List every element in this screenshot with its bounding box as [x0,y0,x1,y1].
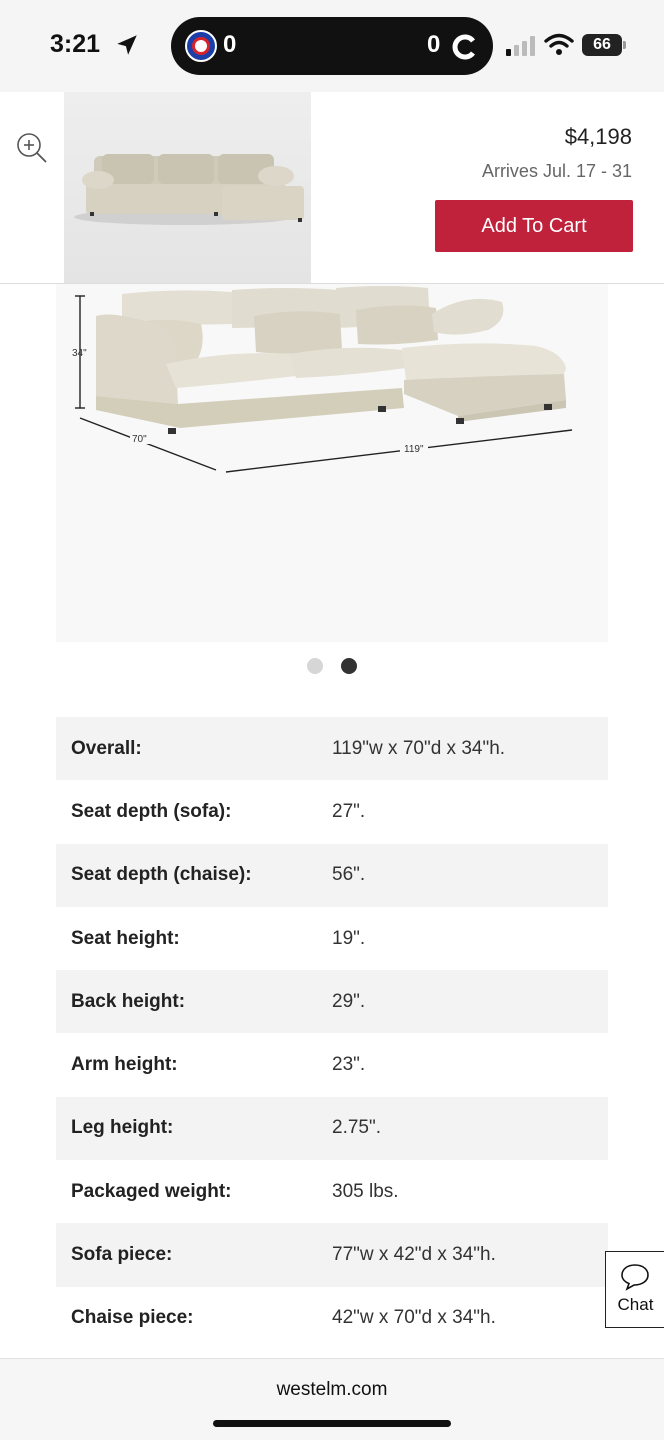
spec-value: 2.75". [332,1117,382,1139]
table-row [56,844,608,907]
score-right: 0 [427,31,441,58]
battery-icon [582,34,626,56]
dimension-depth-label: 70" [132,434,147,445]
dynamic-island-live-activity[interactable] [171,17,493,75]
carousel-dot-1[interactable] [307,658,323,674]
dimension-height-label: 34" [72,348,87,359]
table-row [56,780,608,843]
spec-value: 77"w x 42"d x 34"h. [332,1244,496,1266]
spec-label: Chaise piece: [71,1307,194,1329]
spec-value: 42"w x 70"d x 34"h. [332,1307,496,1329]
spec-label: Overall: [71,737,142,759]
wifi-icon [544,33,574,55]
dimension-width-label: 119" [404,444,424,455]
product-thumbnail[interactable] [64,92,311,283]
spec-label: Sofa piece: [71,1244,173,1266]
zoom-in-icon[interactable] [14,130,48,164]
sectional-sofa-thumbnail-image [64,92,311,283]
spec-label: Seat depth (sofa): [71,800,232,822]
spec-value: 27". [332,800,366,822]
spec-value: 56". [332,864,366,886]
reds-logo-icon [451,34,479,60]
home-indicator[interactable] [213,1420,451,1427]
spec-value: 305 lbs. [332,1180,399,1202]
carousel-pagination [0,658,664,676]
table-row [56,970,608,1033]
spec-label: Packaged weight: [71,1180,232,1202]
spec-label: Seat height: [71,927,180,949]
table-row [56,907,608,970]
status-time: 3:21 [50,30,101,58]
cubs-logo-icon [185,30,217,62]
url-label[interactable]: westelm.com [276,1379,388,1400]
spec-value: 29". [332,990,366,1012]
chat-bubble-icon [620,1262,650,1292]
spec-label: Arm height: [71,1054,178,1076]
spec-label: Leg height: [71,1117,174,1139]
score-left: 0 [223,31,237,58]
dimensions-table [56,717,608,1350]
table-row [56,1033,608,1096]
sectional-sofa-dimension-diagram [56,284,608,642]
spec-value: 23". [332,1054,366,1076]
chat-label: Chat [617,1295,654,1314]
spec-value: 119"w x 70"d x 34"h. [332,737,506,759]
product-sticky-header [0,92,664,284]
product-dimension-image[interactable] [56,284,608,642]
cellular-signal-icon [506,36,536,56]
spec-label: Seat depth (chaise): [71,864,252,886]
table-row [56,1223,608,1286]
add-to-cart-button[interactable]: Add To Cart [435,200,633,252]
product-price: $4,198 [564,124,632,149]
table-row [56,1097,608,1160]
battery-level: 66 [582,34,622,56]
table-row [56,717,608,780]
carousel-dot-2-active[interactable] [341,658,357,674]
spec-label: Back height: [71,990,186,1012]
table-row [56,1287,608,1350]
chat-button[interactable] [605,1251,664,1328]
delivery-estimate: Arrives Jul. 17 - 31 [481,161,632,181]
spec-value: 19". [332,927,366,949]
browser-bottom-bar [0,1358,664,1440]
location-arrow-icon [114,32,140,58]
table-row [56,1160,608,1223]
status-bar [0,0,664,92]
